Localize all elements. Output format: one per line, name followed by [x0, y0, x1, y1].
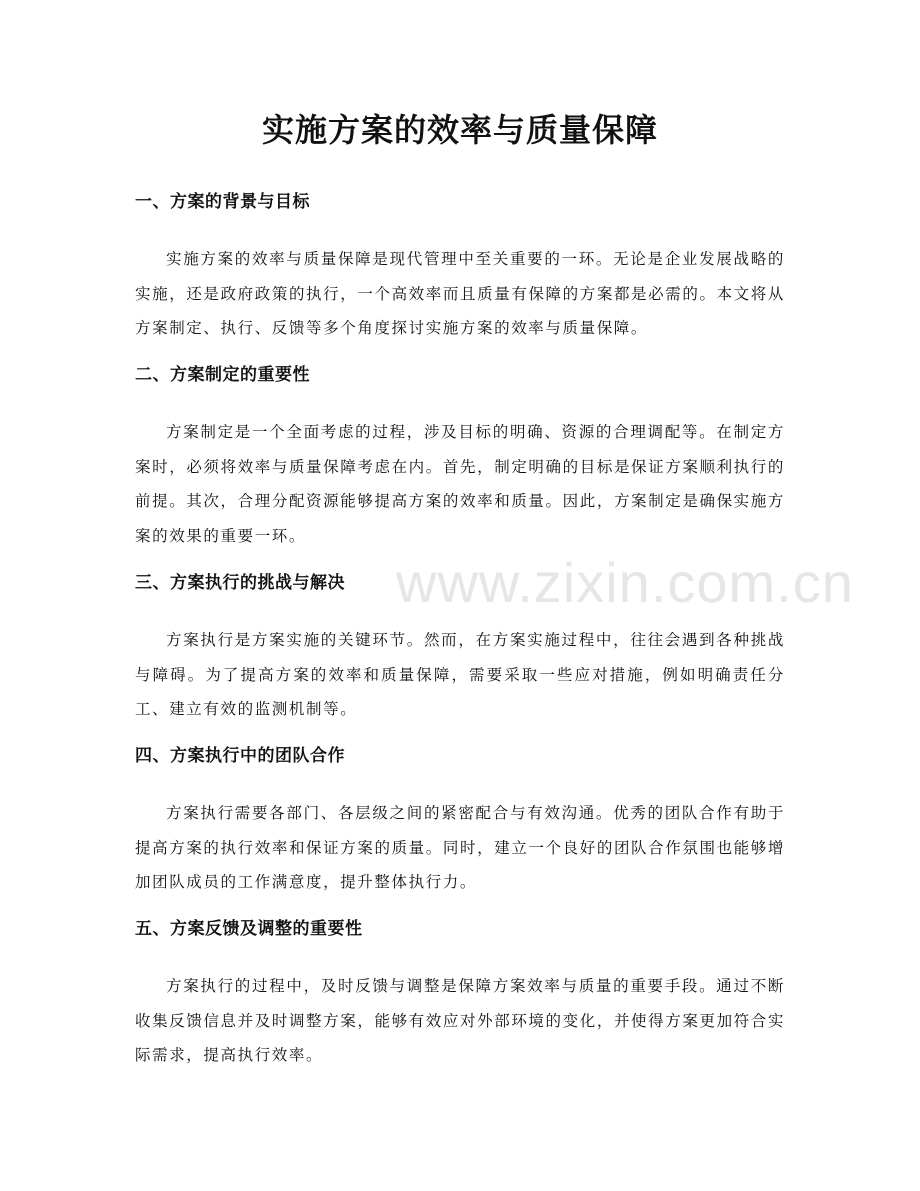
section-teamwork	[135, 744, 785, 900]
section-heading: 一、方案的背景与目标	[135, 192, 310, 212]
section-paragraph: 实施方案的效率与质量保障是现代管理中至关重要的一环。无论是企业发展战略的实施，还是政府政策的执行，一个高效率而且质量有保障的方案都是必需的。本文将从方案制定、执行、反馈等多个角度探讨实施方案的效率与质量保障。	[135, 250, 785, 337]
section-paragraph: 方案执行是方案实施的关键环节。然而，在方案实施过程中，往往会遇到各种挑战与障碍。为了提高方案的效率和质量保障，需要采取一些应对措施，例如明确责任分工、建立有效的监测机制等。	[135, 631, 785, 718]
section-execution	[135, 571, 785, 727]
section-heading: 四、方案执行中的团队合作	[135, 746, 345, 766]
section-heading: 二、方案制定的重要性	[135, 365, 310, 385]
section-background	[135, 190, 785, 346]
watermark: www.zixin.com.cn	[396, 551, 854, 614]
section-feedback	[135, 917, 785, 1073]
section-paragraph: 方案执行需要各部门、各层级之间的紧密配合与有效沟通。优秀的团队合作有助于提高方案的执行效率和保证方案的质量。同时，建立一个良好的团队合作氛围也能够增加团队成员的工作满意度，提升整体执行力。	[135, 804, 785, 891]
section-heading: 三、方案执行的挑战与解决	[135, 573, 345, 593]
section-paragraph: 方案制定是一个全面考虑的过程，涉及目标的明确、资源的合理调配等。在制定方案时，必须将效率与质量保障考虑在内。首先，制定明确的目标是保证方案顺利执行的前提。其次，合理分配资源能够提高方案的效率和质量。因此，方案制定是确保实施方案的效果的重要一环。	[135, 423, 785, 545]
section-heading: 五、方案反馈及调整的重要性	[135, 919, 363, 939]
section-planning	[135, 363, 785, 553]
section-paragraph: 方案执行的过程中，及时反馈与调整是保障方案效率与质量的重要手段。通过不断收集反馈信息并及时调整方案，能够有效应对外部环境的变化，并使得方案更加符合实际需求，提高执行效率。	[135, 977, 785, 1064]
page-title: 实施方案的效率与质量保障	[261, 111, 658, 149]
